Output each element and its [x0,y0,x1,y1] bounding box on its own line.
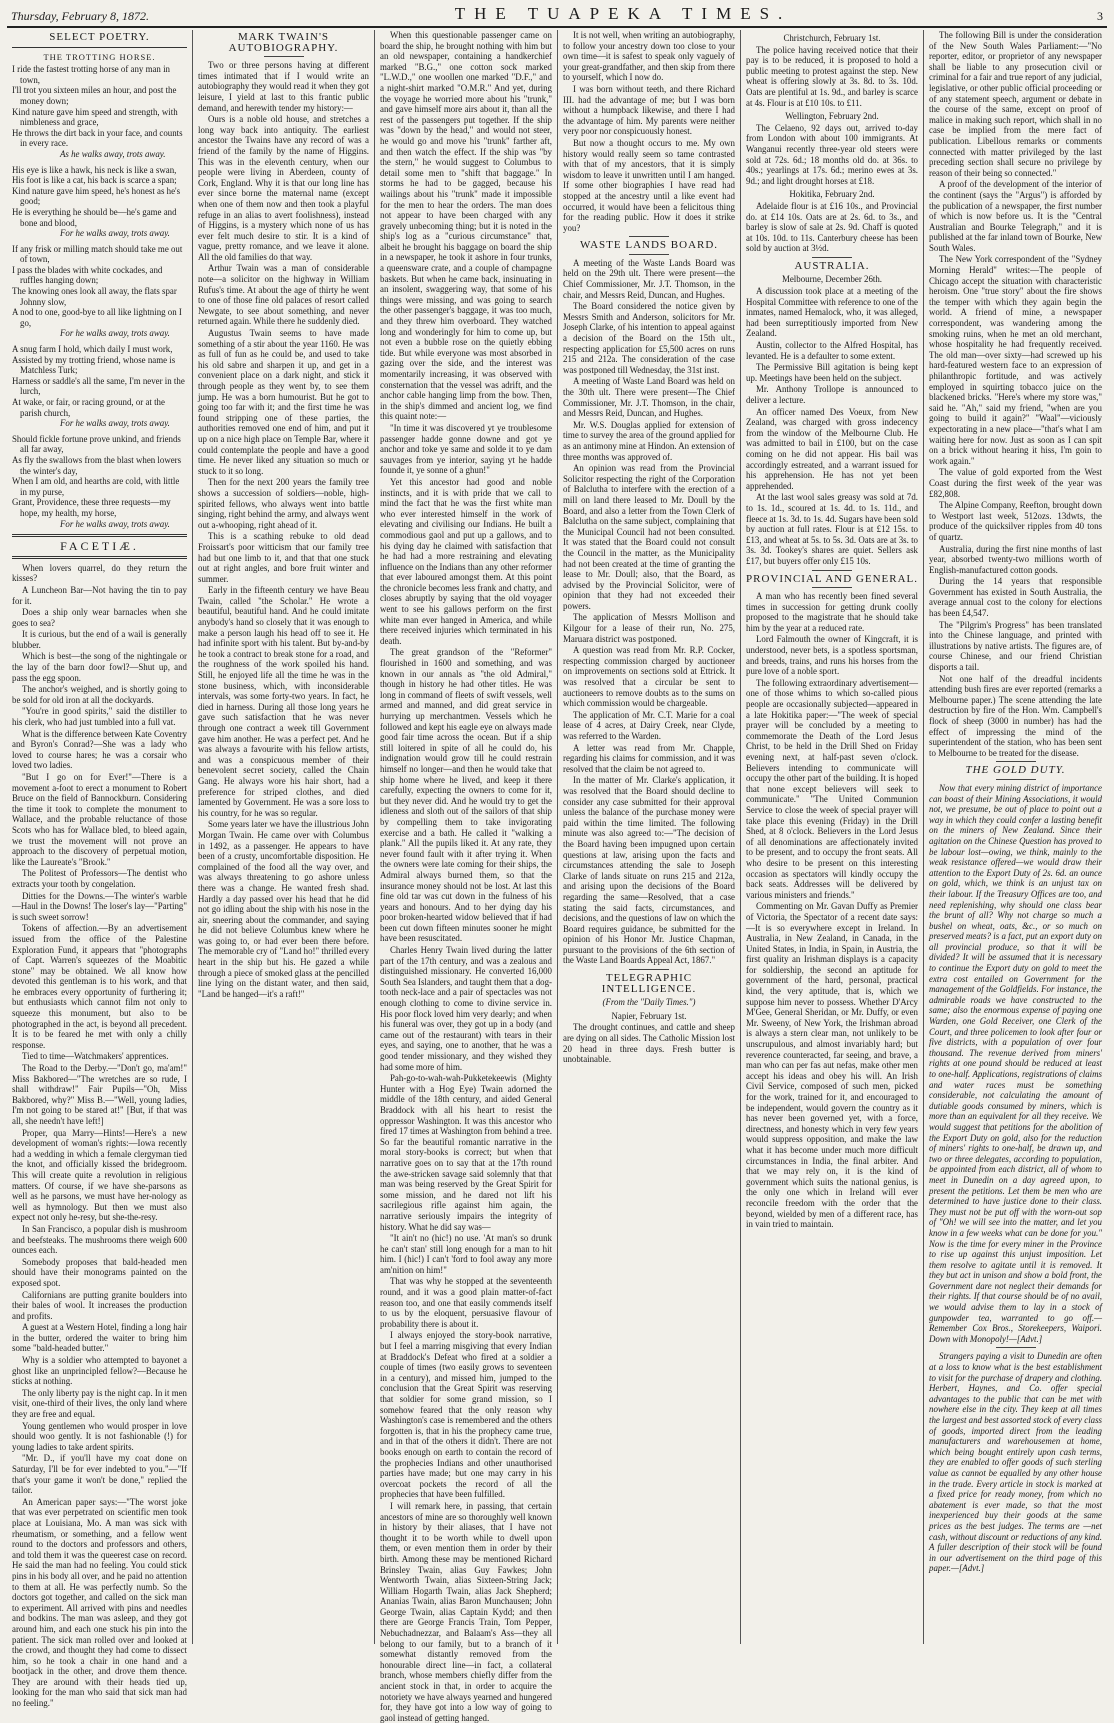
facetiae-paragraph: Tied to time—Watchmakers' apprentices. [22,1051,169,1062]
provincial-paragraph: During the 14 years that responsible Government has existed in South Australia, the average annual cost to the colony for elections has been £4,547. [929,576,1102,619]
column-4 [558,30,741,1644]
provincial-paragraph: The New York correspondent of the "Sydney Morning Herald" writes:—The people of Chicago accept the situation with characteristic heroism. One "true story" about the fire shows the temper with which they again begin the world. A friend of mine, a newspaper correspondent, was wandering among the smoking ruins, when he met an old merchant, whose hospitality he had frequently received. The old man—over sixty—had screwed up his hard-featured western face to an expression of philanthropic fortitude, and was actively employed in squirting tobacco juice on the blackened bricks. "Here's where my store was," said he. "Ah," said my friend, "when are you going to build it again?" "Waal"—viciously expectorating in a new place—"that's what I am waiting here for now. Just as soon as I can spit on a brick without hearing it hiss, I'm goin to work again." [929,254,1102,466]
poem-line: The knowing ones look all away, the flats spar Johnny slow, [12,286,177,307]
poem [12,64,187,529]
facetiae-paragraph: The anchor's weighed, and is shortly going to be sold for old iron at all the dockyards. [12,684,187,705]
provincial-paragraph: Australia, during the first nine months of last year, absorbed twenty-two millions worth of English-manufactured cotton goods. [929,543,1102,575]
australia-paragraph: At the last wool sales greasy was sold at 7d. to 1s. 1d., scoured at 1s. 4d. to 1s. 11d., and fleece at 1s. 3d. to 1s. 4d. Sugars have been sold by auction at full rates. Flour is at £12 15s. to £13, and wheat at 5s. to 5s. 3d. Oats are at 3s. to 3s. 3d. Tookey's shares are quiet. Sellers ask £17, but buyers offer only £15 10s. [746,492,918,566]
waste-lands-paragraph: An opinion was read from the Provincial Solicitor respecting the right of the Corporation of Balclutha to interfere with the erection of a mill on land there leased to Mr. Doull by the Board, and also a letter from the Town Clerk of Balclutha on the same subject, complaining that the Municipal Council had not been consulted. It was stated that the Board could not consult the Council in the matter, as the Municipality had not been created at the time of granting the lease to Mr. Doull; also, that the Board, as advised by the Provincial Solicitor, were of opinion that they had not exceeded their powers. [563,463,735,611]
australia-paragraph: A discussion took place at a meeting of the Hospital Committee with reference to one of the inmates, named Hemalock, who, it was alleged, had been surreptitiously imported from New Zealand. [746,286,918,339]
dateline: Hokitika, February 2nd. [789,189,875,200]
poem-line: His eye is like a hawk, his neck is like a swan, [12,164,177,175]
dateline: Napier, February 1st. [611,1010,687,1021]
poem-refrain: For he walks away, trots away. [60,418,170,429]
telegraphic-paragraph: Adelaide flour is at £16 10s., and Provincial do. at £14 10s. Oats are at 2s. 6d. to 3s., and barley is slow of sale at 2s. 9d. Chaff is quoted at 10s. 10d. to 11s. Canterbury cheese has been sold by auction at 3½d. [746,200,918,254]
twain-paragraph: Then for the next 200 years the family tree shows a succession of soldiers—noble, high-spirited fellows, who always went into battle singing, right behind the army, and always went out a-whooping, right ahead of it. [198,477,369,530]
facetiae-paragraph: What is the difference between Kate Coventry and Byron's Conrad?—She was a lady who loved to course hares; he was a corsair who loved two ladies. [12,728,187,771]
divider [629,254,669,255]
twain-paragraph: I always enjoyed the story-book narrative, but I feel a marring misgiving that every Indian at Braddock's Defeat who fired at a soldier a couple of times (two easily grows to seventeen in a century), and missed him, jumped to the conclusion that the Great Spirit was reserving that soldier for some grand mission, so I somehow feared that the only reason why Washington's case is remembered and the others forgotten is, that in his the prophecy came true, and in that of the others it didn't. There are not books enough on earth to contain the record of the prophecies Indians and other unauthorised parties have made; but one may carry in his overcoat pockets the record of all the prophecies that have been fulfilled. [380,1330,552,1500]
divider [629,236,669,237]
poem-refrain: As he walks away, trots away. [60,148,166,159]
divider [996,1347,1036,1348]
facetiae-paragraph: Tokens of affection.—By an advertisement issued from the office of the Palestine Exploration Fund, it appears that "photographs of Capt. Warren's squeezes of the Moabitic stone" may be obtained. We all know how devoted this gentleman is to his work, and that he embraces every opportunity of furthering it; but enthusiasts which cannot film not only to squeeze this monument, but also to be photographed in the act, is beyond all precedent. It is to be feared he met with only a chilly response. [12,923,187,1050]
poem-line: As fly the swallows from the blast when lowers the winter's day, [12,454,182,476]
newspaper-title: THE TUAPEKA TIMES. [454,4,792,23]
facetiae-body [12,563,187,1709]
divider [12,47,187,48]
dateline: Christchurch, February 1st. [783,33,881,43]
australia-heading: AUSTRALIA. [794,259,870,272]
waste-lands-paragraph: A meeting of the Waste Lands Board was held on the 29th ult. There were present—the Chief Commissioner, Mr. J.T. Thomson, in the chair, and Messrs Reid, Duncan, and Hughes. [563,257,735,300]
twain-paragraph: Pah-go-to-wah-wah-Pukketekeewis (Mighty Hunter with a Hog Eye) Twain adorned the middle of the 18th century, and aided General Braddock with all his heart to resist the oppressor Washington. It was this ancestor who fired 17 times at Washington from behind a tree. So far the beautiful romantic narrative in the moral story-books is correct; but when that narrative goes on to say that at the 17th round the awe-stricken savage said solemnly that that man was being reserved by the Great Spirit for some mission, and he dared not lift his sacrilegious rifle against him again, the narrative seriously impairs the integrity of history. What he did say was— [380,1073,552,1232]
facetiae-paragraph: Californians are putting granite boulders into their bales of wool. It increases the production and profits. [12,1289,187,1321]
twain-paragraph: "It ain't no (hic!) no use. 'At man's so drunk he can't stan' still long enough for a man to hit him. I (hic!) I can't 'ford to fool away any more am'nition on him!" [380,1233,552,1275]
poem-line: At wake, or fair, or racing ground, or at the parish church, [12,397,165,418]
waste-lands-paragraph: In the matter of Mr. Clarke's application, it was resolved that the Board should decline to consider any case submitted for their approval unless the balance of the purchase money were paid within the time limited. The following minute was also agreed to:—"The decision of the Board having been impugned upon certain questions at law, arising upon the facts and circumstances attending the sale to Joseph Clarke of lands situate on runs 215 and 212a, and arising upon the decisions of the Board regarding the same—Resolved, that a case stating the said facts, circumstances, and decisions, and the questions of law on which the Board requires guidance, be submitted for the opinion of his Honor Mr. Justice Chapman, pursuant to the provisions of the 6th section of the Waste Land Boards Appeal Act, 1867." [563,775,735,966]
waste-lands-paragraph: A question was read from Mr. R.P. Cocker, respecting commission charged by auctioneer on improvements on sections sold at Ettrick. It was resolved that a circular be sent to auctioneers to remove doubts as to the sums on which commission would be chargeable. [563,645,735,709]
page-number: 3 [1096,9,1103,23]
twain-paragraph: I was born without teeth, and there Richard III. had the advantage of me; but I was born without a humpback likewise, and there I had the advantage of him. My parents were neither very poor nor conspicuously honest. [563,83,735,137]
provincial-paragraph: The following extraordinary advertisement—one of those whims to which so-called pious people are occasionally subjected—appeared in a late Hokitika paper:—"The week of special prayer will be concluded by a meeting to commemorate the Death of the Lord Jesus Christ, to be held in the Drill Shed on Friday evening next, at half-past seven o'clock. Believers intending to communicate will occupy the other part of the building. It is hoped that none except believers will seek to communicate." "The United Communion Service to close the week of special prayer will take place this evening (Friday) in the Drill Shed, at 8 o'clock. Believers in the Lord Jesus of all denominations are affectionately invited to be present, and to occupy the front seats. All who desire to be present on this interesting occasion as spectators will kindly occupy the back seats. Addresses will be delivered by various ministers and friends." [746,677,918,900]
divider [812,587,852,588]
poem-line: I'll trot you sixteen miles an hour, and post the money down; [12,85,177,106]
column-2 [193,30,375,1644]
divider [264,56,304,57]
telegraphic-source: (From the "Daily Times.") [602,997,696,1008]
provincial-paragraph: Lord Falmouth the owner of Kingcraft, it is understood, never bets, is a spotless sportsman, and breeds, trains, and runs his horses from the pure love of a noble sport. [746,634,918,677]
poem-line: He is everything he should be—he's game and bone and blood, [12,206,177,228]
waste-lands-paragraph: The application of Messrs Mollison and Kilgour for a lease of their run, No. 275, Maruara district was postponed. [563,612,735,644]
facetiae-paragraph: A guest at a Western Hotel, finding a long hair in the butter, ordered the waiter to bring him some "bald-headed butter." [12,1322,187,1354]
facetiae-paragraph: In San Francisco, a popular dish is mushroom and beefsteaks. The mushrooms there weigh 600 ounces each. [12,1223,187,1256]
poem-line: He throws the dirt back in your face, and counts in every race. [12,127,183,149]
column-1 [7,30,193,1709]
poem-line: I ride the fastest trotting horse of any man in town, [12,64,170,85]
advertisement-body [929,1351,1102,1573]
divider [996,779,1036,780]
gold-duty-body [929,783,1102,1344]
facetiae-paragraph: A Luncheon Bar—Not having the tin to pay for it. [12,584,187,606]
australia-dateline: Melbourne, December 26th. [781,274,883,285]
poem-refrain: For he walks away, trots away. [60,328,170,339]
twain-heading: MARK TWAIN'S AUTOBIOGRAPHY. [228,31,339,54]
provincial-paragraph: A man who has recently been fined several times in succession for getting drunk coolly proposed to the magistrate that he should take him by the year at a reduced rate. [746,591,918,633]
poem-line: Kind nature gave him speed, he's honest as he's good; [12,185,181,207]
provincial-body-part-1 [746,591,918,1230]
twain-paragraph: Some years later we have the illustrious John Morgan Twain. He came over with Columbus in 1492, as a passenger. He appears to have been of a crusty, uncomfortable disposition. He complained of the food all the way over, and was always threatening to go ashore unless there was a change. He wanted fresh shad. Hardly a day passed over his head that he did not go idling about the ship with his nose in the air, sneering about the commander, and saying he did not believe Columbus knew where he was going to, or had ever been there before. The memorable cry of "Land ho!" thrilled every heart in the ship but his. He gazed a while through a piece of smoked glass at the pencilled line lying on the distant water, and then said, "Land be hanged—it's a raft!" [198,819,369,999]
provincial-paragraph: A proof of the development of the interior of the continent (says the "Argus") is afforded by the publication of a newspaper, the first number of which is now before us. It is the "Central Australian and Bourke Telegraph," and it is published at the far inland town of Bourke, New South Wales. [929,179,1102,253]
poem-line: Assisted by my trotting friend, whose name is Matchless Turk; [12,354,176,376]
twain-paragraph: Early in the fifteenth century we have Beau Twain, called "the Scholar." He wrote a beautiful, beautiful hand. And he could imitate anybody's hand so closely that it was enough to make a person laugh his head off to see it. He had infinite sport with his talent. But by-and-by he took a contract to break stone for a road, and the roughness of the work spoiled his hand. Still, he enjoyed life all the time he was in the stone business, which, with inconsiderable intervals, was some forty-two years. In fact, he died in harness. During all those long years he gave such satisfaction that he was never through one contract a week till Government gave him another. He was a perfect pet. And he was always a favourite with his fellow artists, and was a conspicuous member of their benevolent secret society, called the Chain Gang. He always wore his hair short, had a preference for striped clothes, and died lamented by Government. He was a sore loss to his country, for he was so regular. [198,585,369,818]
divider [996,761,1036,762]
australia-paragraph: Mr. Anthony Trollope is announced to deliver a lecture. [746,384,918,405]
poem-line: I pass the blades with white cockades, and ruffles hanging down; [12,264,163,286]
facetiae-paragraph: When lovers quarrel, do they return the kisses? [12,562,187,584]
facetiae-paragraph: Which is best—the song of the nightingale or the lay of the barn door fowl?—Shut up, and pass the egg spoon. [12,651,187,683]
divider [12,534,187,537]
telegraphic-body-part-2 [746,33,918,254]
twain-paragraph: That was why he stopped at the seventeenth round, and it was a good plain matter-of-fact reason too, and one that easily commends itself to us by the eloquent, persuasive flavour of probability there is about it. [380,1276,552,1329]
poem-line: A nod to one, good-bye to all like lightning on I go, [12,307,182,328]
twain-paragraph: Augustus Twain seems to have made something of a stir about the year 1160. He was as full of fun as he could be, and used to take his old sabre and sharpen it up, and get in a convenient place on a dark night, and stick it through people as they went by, to see them jump. He was a born humourist. But he got to going too far with it; and the first time he was found stripping one of these parties, the authorities removed one end of him, and put it up on a nice high place on Temple Bar, where it could contemplate the people and have a good time. He never liked any situation so much or stuck to it so long. [198,328,369,476]
twain-paragraph: But now a thought occurs to me. My own history would really seem so tame contrasted with that of my ancestors, that it is simply wisdom to leave it unwritten until I am hanged. If some other biographies I have read had stopped at the ancestry until a like event had occurred, it would have been a felicitous thing for the reading public. How it does it strike you? [563,137,735,233]
facetiae-paragraph: Proper, qua Marry—Hints!—Here's a new development of woman's rights:—Iowa recently had a wedding in which a female clergyman tied the knot, and officially kissed the bridegroom. This will create quite a revolution in religious matters. Of course, if we have she-parsons as well as he parsons, we must have her-nology as well as hymnology. But then we must also expect not only he-resy, but she-the-resy. [12,1127,187,1223]
facetiae-paragraph: Young gentlemen who would prosper in love should woo gently. It is not fashionable (!) for young ladies to take ardent spirits. [12,1420,187,1452]
waste-lands-paragraph: The application of Mr. C.T. Marie for a coal lease of 4 acres, at Dairy Creek, near Clyde, was referred to the Warden. [563,709,735,741]
column-5 [741,30,924,1644]
provincial-paragraph: Not one half of the dreadful incidents attending bush fires are ever reported (remarks a Melbourne paper.) The scene attending the late destruction by fire of the Hon. Wm. Campbell's flock of sheep (3000 in number) has had the effect of impressing the mind of the superintendent of the station, who has been sent to Melbourne to be treated for the disease. [929,673,1102,758]
provincial-paragraph: The Alpine Company, Reefton, brought down to Westport last week, 512ozs. 13dwts, the produce of the quicksilver ripples from 40 tons of quartz. [929,500,1102,542]
telegraphic-paragraph: The Celaeno, 92 days out, arrived to-day from London with about 100 immigrants. At Wanganui recently three-year old steers were sold at 72s. 6d.; 18 months old do. at 36s. to 40s.; yearlings at 17s. 6d.; merino ewes at 3s. 9d.; and light drought horses at £18. [746,122,918,186]
twain-paragraph: Arthur Twain was a man of considerable note—a solicitor on the highway in William Rufus's time. At about the age of thirty he went to one of those fine old palaces of resort called Newgate, to see about something, and never returned again. While there he suddenly died. [198,263,369,327]
twain-paragraph: Two or three persons having at different times intimated that if I would write an autobiography they would read it when they got leisure, I yield at last to this frantic public demand, and herewith tender my history:— [198,60,369,113]
newspaper-page [7,4,1107,1723]
australia-paragraph: The Permissive Bill agitation is being kept up. Meetings have been held on the subject. [746,362,918,383]
twain-body-part-1 [198,60,369,999]
facetiae-paragraph: Somebody proposes that bald-headed men should have their monograms painted on the exposed spot. [12,1256,187,1288]
divider [12,556,187,559]
waste-lands-paragraph: A meeting of Waste Land Board was held on the 30th ult. There were present—The Chief Commissioner, Mr. J.T. Thomson, in the chair, and Messrs Reid, Duncan, and Hughes. [563,376,735,419]
facetiae-paragraph: "But I go on for Ever!"—There is a movement a-foot to erect a monument to Robert Bruce on the field of Bannockburn. Considering the time it took to complete the monument to Wallace, and the probable reluctance of those Scots who has for Wallace bled, to bleed again, we trust the movement will not prove an approach to the discovery of perpetual motion, like the Laureate's "Brook." [12,772,187,867]
advertisement-text: Strangers paying a visit to Dunedin are often at a loss to know what is the best establishment to visit for the purchase of drapery and clothing. Herbert, Haynes, and Co. offer special advantages to the public that can be met with nowhere else in the city. They keep at all times the largest and best assorted stock of every class of goods, imported direct from the leading manufacturers and warehousemen at home, which being bought entirely upon cash terms, they are enabled to offer goods of such sterling value as cannot be equalled by any other house in the trade. Every article in stock is marked at a fixed price for ready money, from which no abatement is ever made, so that the most inexperienced buy their goods at the same prices as the best judges. The terms are —net cash, without discount or reductions of any kind. A fuller description of their stock will be found in our advertisement on the third page of this paper.—[Advt.] [929,1351,1102,1574]
waste-lands-heading: WASTE LANDS BOARD. [579,239,719,252]
facetiae-paragraph: Why is a soldier who attempted to bayonet a ghost like an unprincipled fellow?—Because he sticks at nothing. [12,1355,187,1387]
facetiae-paragraph: It is curious, but the end of a wail is generally blubber. [12,629,187,650]
telegraphic-body-part-1 [563,1011,735,1065]
poem-refrain: For he walks away, trots away. [60,228,170,239]
provincial-paragraph: The "Pilgrim's Progress" has been translated into the Chinese language, and printed with illustrations by native artists. The figures are, of course Chinese, and our friend Christian disports a tail. [929,619,1102,673]
poem-line: A snug farm I hold, which daily I must work, [12,344,173,355]
telegraphic-paragraph: The drought continues, and cattle and sheep are dying on all sides. The Catholic Mission lost 20 head in three days. Fresh butter is unobtainable. [563,1022,735,1065]
provincial-paragraph: The following Bill is under the consideration of the New South Wales Parliament:—"No reporter, editor, or proprietor of any newspaper shall be liable to any prosecution civil or criminal for a fair and true report of any judicial, legislative, or other public official proceeding or of any statement speech, argument or debate in the course of the same, except on proof of malice in making such report, which shall in no case be implied from the mere fact of publication. Libellous remarks or comments connected with matter privileged by the last preceding section shall secure no privilege by reason of their being so connected." [929,30,1102,178]
poem-line: If any frisk or milling match should take me out of town, [12,243,183,265]
waste-lands-body [563,258,735,966]
facetiae-paragraph: An American paper says:—"The worst joke that was ever perpetrated on scientific men took place at Louisiana, Mo. A man was sick with rheumatism, or something, and a fellow went round to the doctors and professors and others, and told them it was the queerest case on record. He said the man had no feeling. You could stick pins in his body all over, and he paid no attention to them at all. He was perfectly numb. So the doctors got together, and called on the sick man to experiment. All arrived with pins and needles and bodkins. The man was asleep, and they got around him, and each one stuck his pin into the patient. The sick man rolled over and looked at the crowd, and thought they had come to dissect him, so he took a chair in one hand and a bootjack in the other, and drove them thence. They are around with their heads tied up, looking for the man who said that sick man had no feeling." [12,1496,187,1709]
twain-paragraph: This is a scathing rebuke to old dead Froissart's poor witticism that our family tree had but one limb to it, and that that one stuck out at right angles, and bore fruit winter and summer. [198,531,369,584]
waste-lands-paragraph: The Board considered the notice given by Messrs Smith and Anderson, solicitors for Mr. Joseph Clarke, of his intention to appeal against a decision of the Board on the 15th ult., respecting application for £5,500 acres on runs 215 and 212a. The consideration of the case was postponed till Wednesday, the 31st inst. [563,301,735,375]
facetiae-paragraph: "Mr. D., if you'll have my coat done on Saturday, I'll be for ever indebted to you."—"If that's your game it won't be done," replied the tailor. [12,1453,187,1496]
gold-duty-text: Now that every mining district of importance can boast of their Mining Associations, it would not, we presume, be out of place to point out a way in which they could confer a lasting benefit on the miners of New Zealand. Since their agitation on the Chinese Question has proved to be labour lost—owing, we think, mainly to the weak resistance offered—we would draw their attention to the Export Duty of 2s. 6d. an ounce on gold, which, we think is an unjust tax on their labour. If the Treasury Offices are too, and need replenishing, why should one class bear the brunt of all? Why not charge so much a bushel on wheat, oats, &c., or so much on preserved meats? is a fact, put an export duty on all provincial produce, so that it will be divided? It will be assumed that it is necessary to continue the Export duty on gold to meet the extra cost entailed on Government for the management of the Goldfields. For instance, the admirable roads we have constructed to the same; also the enormous expense of paying one Warden, one Gold Receiver, one Clerk of the Court, and three policemen to look after four or five districts, with a population of over four thousand. The revenue derived from miners' rights at one pound should be reduced at least to one-half. Applications, registrations of claims and water races must be something considerable, not calculating the amount of dutiable goods consumed by miners, which is more than an equivalent for all they receive. We would suggest that petitions for the abolition of the Export Duty on gold, also for the reduction of miners' rights to one-half, be drawn up, and two or three delegates, according to population, be appointed from each district, all of whom to meet in Dunedin on a day agreed upon, to present the petitions. Let them be men who are determined to have justice done to their class. They must not be put off with the worn-out sop of "Oh! we will see into the matter, and let you know in a few weeks what can be done for you." Now is the time for every miner in the Province to rise up against this unjust imposition. Let them resolve to agitate until it is removed. It they but act in unison and show a bold front, the Government dare not neglect their demands for their rights. If that course should be of no avail, we would advise them to lay in a stock of gunpowder tea, warranted to go off.—Remember Cox Bros., Storekeepers, Waipori. Down with Monopoly!—[Advt.] [929,782,1102,1344]
poem-title: THE TROTTING HORSE. [43,51,156,62]
australia-paragraph: An officer named Des Voeux, from New Zealand, was charged with gross indecency from the window of the Melbourne Club. He was admitted to bail in £100, but on the case coming on he did not appear. His bail was accordingly estreated, and a warrant issued for his apprehension. He has not yet been apprehended. [746,406,918,491]
twain-body-part-2 [380,30,552,1723]
facetiae-paragraph: The Road to the Derby.—"Don't go, ma'am!" Miss Bakbored—"The wretches are so rude, I shall withdraw!" Fair Pupils—"Oh, Miss Bakbored, why?" Miss B.—"Well, young ladies, I'm not going to be stared at!" [But, if that was all, she needn't have left!] [12,1063,187,1126]
twain-paragraph: It is not well, when writing an autobiography, to follow your ancestry down too close to your own time—it is safest to speak only vaguely of your great-grandfather, and then skip from there to yourself, which I now do. [563,30,735,83]
poem-line: Should fickle fortune prove unkind, and friends all far away, [12,433,181,455]
poetry-section-heading: SELECT POETRY. [49,31,150,43]
gold-duty-heading: THE GOLD DUTY. [965,764,1066,777]
waste-lands-paragraph: A letter was read from Mr. Chapple, regarding his claims for commission, and it was resolved that the claim be not agreed to. [563,742,735,774]
telegraphic-heading: TELEGRAPHIC INTELLIGENCE. [601,972,697,995]
telegraphic-paragraph: The police having received notice that their pay is to be reduced, it is proposed to hold a public meeting to protest against the step. New wheat is offering slowly at 3s. 8d. to 3s. 10d. Oats are plentiful at 1s. 9d., and barley is scarce at 4s. Flour is at £10 10s. to £11. [746,44,918,108]
provincial-body-part-2 [929,30,1102,758]
twain-paragraph: "In time it was discovered yt ye troublesome passenger hadde gonne downe and got ye anchor and toke ye same and solde it to ye dam sauvages from ye interior, saying yt he hadde founde it, ye sonne of a ghun!" [380,422,552,476]
poem-line: Harness or saddle's all the same, I'm never in the lurch, [12,375,185,397]
poem-line: Kind nature gave him speed and strength, with nimbleness and grace, [12,106,178,128]
poem-refrain: For he walks away, trots away. [60,518,170,529]
poem-line: Grant, Providence, these three requests—my hope, my health, my horse, [12,497,171,518]
twain-body-part-3 [563,30,735,233]
facetiae-paragraph: The only liberty pay is the night cap. In it men visit, one-third of their lives, the only land where they are free and equal. [12,1387,187,1420]
twain-paragraph: Yet this ancestor had good and noble instincts, and it is with pride that we call to mind the fact that he was the first white man who ever interested himself in the work of elevating and civilising our Indians. He built a commodious gaol and put up a gallows, and to his dying day he claimed with satisfaction that he had had a more restraining and elevating influence on the Indians than any other reformer that ever laboured amongst them. At this point the chronicle becomes less frank and chatty, and closes abruptly by saying that the old voyager went to see his gallows perform on the first white man ever hanged in America, and while there received injuries which terminated in his death. [380,476,552,646]
masthead [7,4,1107,28]
provincial-paragraph: Commenting on Mr. Gavan Duffy as Premier of Victoria, the Spectator of a recent date says:—It is so everywhere except in Ireland. In Australia, in New Zealand, in Canada, in the United States, in India, in Spain, in Austria, the first quality an Irishman displays is a capacity for soldiership, the second an aptitude for government of the hard, personal, practical kind, the very aptitude, that is, which we suppose him never to possess. Whether D'Arcy M'Gee, General Sheridan, or Mr. Duffy, or even Mr. Sweeny, of New York, the Irishman abroad is always a stern clear man, not unlikely to be unscrupulous, and almost invariably hard; but reverence counteracted, far seeing, and brave, a man who can per fas aut nefas, make other men accept his ideas and obey his will. An Irish Civil Service, composed of such men, picked for the work, trained for it, and encouraged to be independent, would govern the country as it has never been governed yet, with a force, directness, and honesty which in very few years would suppress opposition, and make the law what it has become under much more difficult circumstances in India, the final arbiter. And that we may rely on, it is the kind of government which suits the national genius, is the only one which in Ireland will ever reconcile freedom with the order that the beyond, wielded by men of a different race, has in vain tried to maintain. [746,901,918,1230]
waste-lands-paragraph: Mr. W.S. Douglas applied for extension of time to survey the area of the ground applied for as an antimony mine at Hindon. An extension of three months was approved of. [563,419,735,462]
twain-paragraph: The great grandson of the "Reformer" flourished in 1600 and something, and was known in our annals as "the old Admiral," though in history he had other titles. He was long in command of fleets of swift vessels, well armed and manned, and did great service in hurrying up merchantmen. Vessels which he followed and kept his eagle eye on always made good fair time across the ocean. But if a ship still loitered in spite of all he could do, his indignation would grow till he could restrain himself no longer—and then he would take that ship home where he lived, and keep it there carefully, expecting the owners to come for it, but they never did. And he would try to get the idleness and sloth out of the sailors of that ship by compelling them to take invigorating exercise and a bath. He called it "walking a plank." All the pupils liked it. At any rate, they never found fault with it after trying it. When the owners were late coming for their ships, the Admiral always burned them, so that the insurance money should not be lost. At last this fine old tar was cut down in the fulness of his years and honours. And to her dying day his poor broken-hearted widow believed that if had been cut down fifteen minutes sooner he might have been resuscitated. [380,647,552,944]
australia-body [746,286,918,566]
facetiae-paragraph: Ditties for the Downs.—The winter's warble—Haul in the Downs! The loser's lay—"Parting" is such sweet sorrow! [12,890,187,922]
facetiae-paragraph: The Politest of Professors—The dentist who extracts your tooth by congelation. [12,868,187,889]
divider [629,969,669,970]
provincial-paragraph: The value of gold exported from the West Coast during the first week of the year was £82,808. [929,467,1102,499]
australia-paragraph: Austin, collector to the Alfred Hospital, has levanted. He is a defaulter to some extent. [746,340,918,361]
facetiae-heading: FACETIÆ. [60,539,139,554]
facetiae-paragraph: Does a ship only wear barnacles when she goes to sea? [12,607,187,628]
divider [812,570,852,571]
dateline: Wellington, February 2nd. [785,111,879,122]
twain-paragraph: Ours is a noble old house, and stretches a long way back into antiquity. The earliest ancestor the Twains have any record of was a friend of the family by the name of Higgins. This was in the eleventh century, when our people were living in Aberdeen, county of Cork, England. Why it is that our long line has ever since borne the maternal name (except when one of them now and then took a playful refuge in an alias to avert foolishness), instead of Higgins, is a mystery which none of us has ever felt much desire to stir. It is a kind of vague, pretty romance, and we leave it alone. All the old families do that way. [198,114,369,262]
poem-line: His foot is like a cat, his back is scarce a span; [12,175,177,186]
twain-paragraph: Charles Henry Twain lived during the latter part of the 17th century, and was a zealous and distinguished missionary. He converted 16,000 South Sea Islanders, and taught them that a dog-tooth neck-lace and a pair of spectacles was not enough clothing to come to divine service in. His poor flock loved him very dearly; and when his funeral was over, they got up in a body (and came out of the restaurant) with tears in their eyes, and saying, one to another, that he was a good tender missionary, and they wished they had some more of him. [380,945,552,1072]
poem-line: When I am old, and hearths are cold, with little in my purse, [12,476,180,497]
provincial-heading: PROVINCIAL AND GENERAL. [746,572,919,585]
facetiae-paragraph: "You're in good spirits," said the distiller to his clerk, who had just tumbled into a full vat. [12,706,187,728]
column-6 [924,30,1107,1644]
columns [7,30,1107,1723]
issue-date: Thursday, February 8, 1872. [11,9,149,23]
twain-paragraph: When this questionable passenger came on board the ship, he brought nothing with him but an old newspaper, containing a handkerchief marked "B.G.," one cotton sock marked "L.W.D.," one woollen one marked "D.F.," and a night-shirt marked "O.M.R." And yet, during the voyage he worried more about his "trunk," and gave himself more airs about it, than all the rest of the passengers put together. If the ship was "down by the head," and would not steer, he would go and move his "trunk" farther aft, and then watch the effect. If the ship was "by the stern," he would suggest to Columbus to detail some men to "shift that baggage." In storms he had to be gagged, because his wailings about his "trunk" made it impossible for the men to hear the orders. The man does not appear to have been charged with any gravely unbecoming thing; but it is noted in the ship's log as a "curious circumstance" that, albeit he brought his baggage on board the ship in a newspaper, he took it ashore in four trunks, a queensware crate, and a couple of champagne baskets. But when he came back, insinuating in an insolent, swaggering way, that some of his things were missing, and was going to search the other passenger's baggage, it was too much, and they threw him overboard. They watched long and wonderingly for him to come up, but not even a bubble rose on the quietly ebbing tide. But while everyone was most absorbed in gazing over the side, and the interest was momentarily increasing, it was observed with consternation that the vessel was adrift, and the anchor cable hanging limp from the bow. Then, in the ship's dimmed and ancient log, we find this quaint note:— [380,30,552,422]
column-3 [375,30,558,1723]
twain-paragraph: I will remark here, in passing, that certain ancestors of mine are so thoroughly well known in history by their aliases, that I have not thought it to be worth while to dwell upon them, or even mention them in order by their birth. Among these may be mentioned Richard Brinsley Twain, alias Guy Fawkes; John Wentworth Twain, alias Sixteen-String Jack; William Hogarth Twain, alias Jack Shepherd; Ananias Twain, alias Baron Munchausen; John George Twain, alias Captain Kydd; and then there are George Francis Train, Tom Pepper, Nebuchadnezzar, and Balaam's Ass—they all belong to our family, but to a branch of it somewhat distantly removed from the honourable direct line—in fact, a collateral branch, whose members chiefly differ from the ancient stock in that, in order to acquire the notoriety we have always yearned and hungered for, they have got into a low way of going to gaol instead of getting hanged. [380,1500,552,1723]
divider [812,257,852,258]
